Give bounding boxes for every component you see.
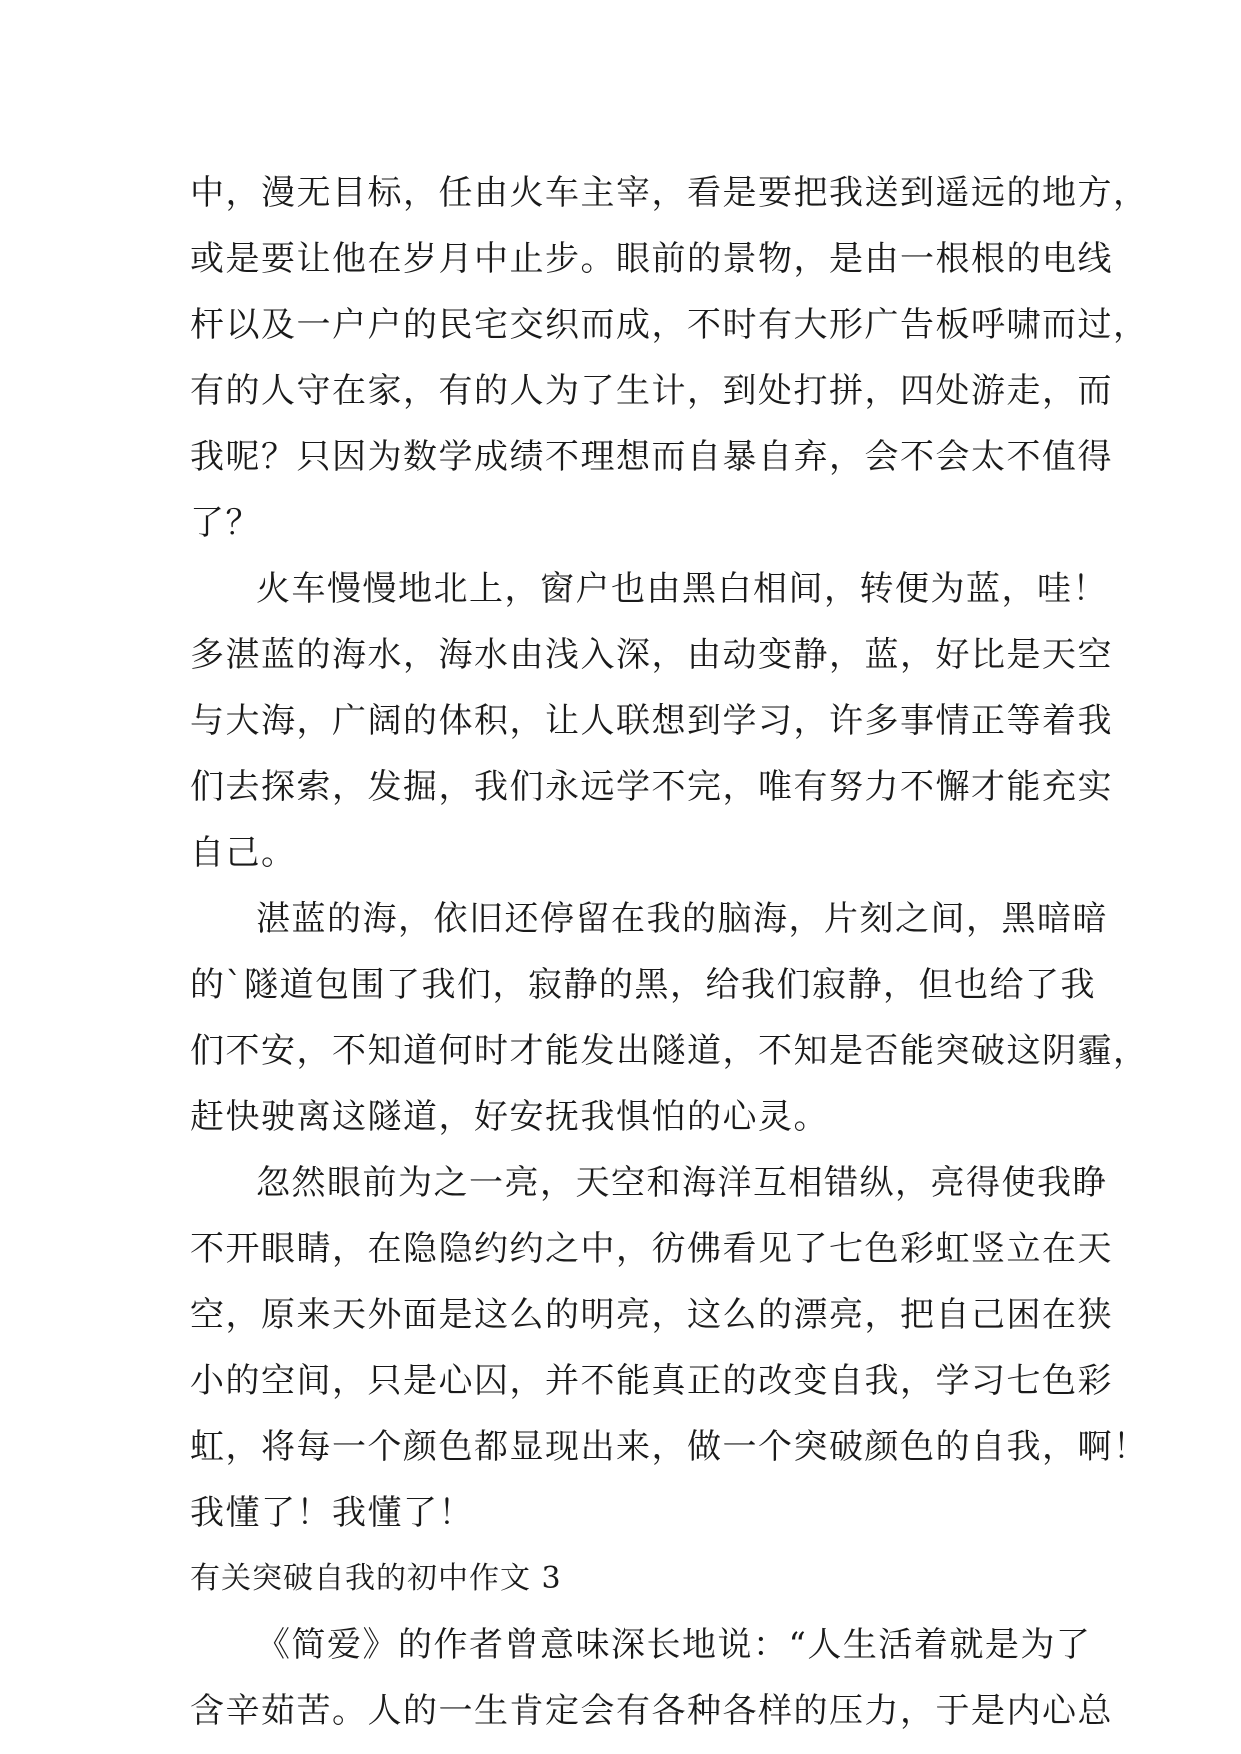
text-line: 有的人守在家，有的人为了生计，到处打拼，四处游走，而 xyxy=(190,371,1113,411)
paragraph-first-line: 湛蓝的海，依旧还停留在我的脑海，片刻之间，黑暗暗 xyxy=(256,899,1108,939)
text-line: 小的空间，只是心囚，并不能真正的改变自我，学习七色彩 xyxy=(190,1361,1113,1401)
text-line: 的`隧道包围了我们，寂静的黑，给我们寂静，但也给了我 xyxy=(190,965,1096,1005)
paragraph-first-line: 火车慢慢地北上，窗户也由黑白相间，转便为蓝，哇！ xyxy=(256,569,1108,609)
text-line: 不开眼睛，在隐隐约约之中，彷佛看见了七色彩虹竖立在天 xyxy=(190,1229,1113,1269)
text-line: 中，漫无目标，任由火车主宰，看是要把我送到遥远的地方， xyxy=(190,173,1149,213)
text-line: 杆以及一户户的民宅交织而成，不时有大形广告板呼啸而过， xyxy=(190,305,1149,345)
text-line: 空，原来天外面是这么的明亮，这么的漂亮，把自己困在狭 xyxy=(190,1295,1113,1335)
document-body xyxy=(190,160,1149,1744)
text-line: 我懂了！我懂了！ xyxy=(190,1493,474,1533)
text-line: 自己。 xyxy=(190,833,297,873)
text-line: 们去探索，发掘，我们永远学不完，唯有努力不懈才能充实 xyxy=(190,767,1113,807)
text-line: 虹，将每一个颜色都显现出来，做一个突破颜色的自我，啊！ xyxy=(190,1427,1149,1467)
text-line: 我呢？只因为数学成绩不理想而自暴自弃，会不会太不值得 xyxy=(190,437,1113,477)
text-line: 赶快驶离这隧道，好安抚我惧怕的心灵。 xyxy=(190,1097,829,1137)
paragraph-first-line: 《简爱》的作者曾意味深长地说：“人生活着就是为了 xyxy=(256,1625,1092,1665)
paragraph-first-line: 忽然眼前为之一亮，天空和海洋互相错纵，亮得使我睁 xyxy=(256,1163,1108,1203)
section-heading: 有关突破自我的初中作文 3 xyxy=(190,1561,562,1596)
text-line: 与大海，广阔的体积，让人联想到学习，许多事情正等着我 xyxy=(190,701,1113,741)
text-line: 含辛茹苦。人的一生肯定会有各种各样的压力，于是内心总 xyxy=(190,1691,1113,1731)
text-line: 们不安，不知道何时才能发出隧道，不知是否能突破这阴霾， xyxy=(190,1031,1149,1071)
text-line: 了？ xyxy=(190,503,261,543)
text-line: 多湛蓝的海水，海水由浅入深，由动变静，蓝，好比是天空 xyxy=(190,635,1113,675)
text-line: 或是要让他在岁月中止步。眼前的景物，是由一根根的电线 xyxy=(190,239,1113,279)
